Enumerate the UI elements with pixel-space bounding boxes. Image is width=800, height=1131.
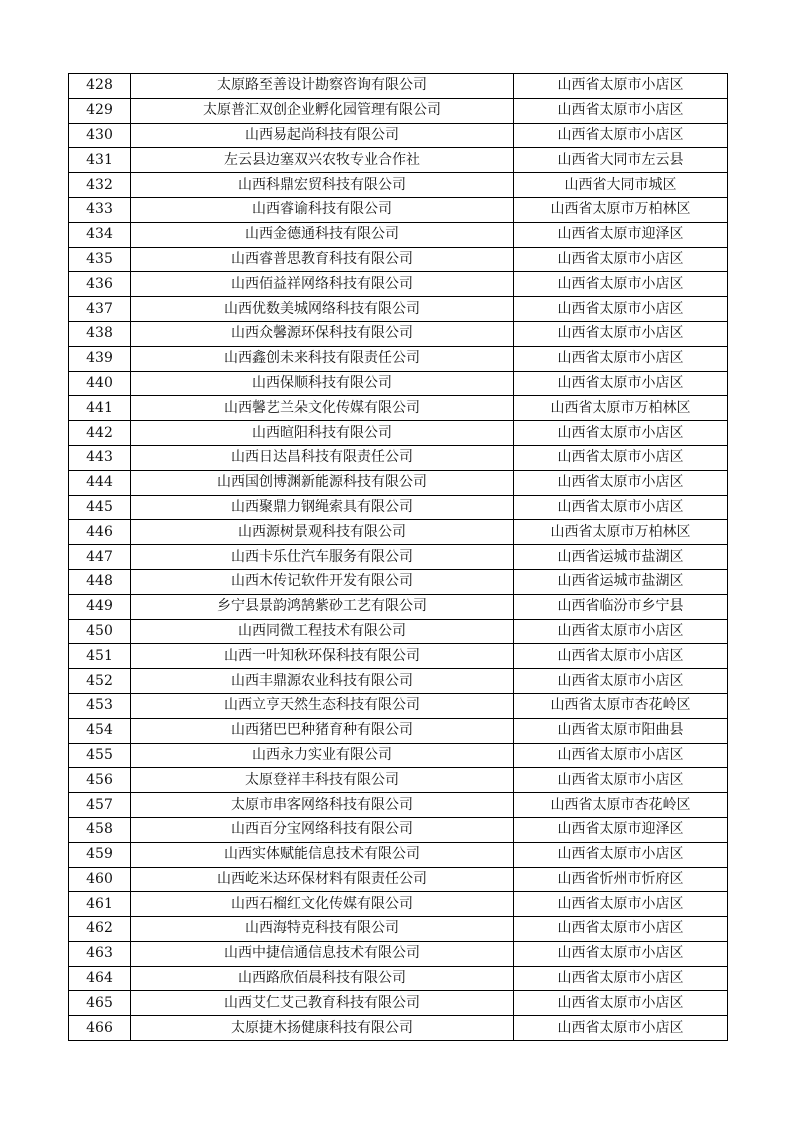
company-name-cell: 山西卡乐仕汽车服务有限公司 [131, 545, 514, 570]
region-cell: 山西省太原市万柏林区 [514, 197, 728, 222]
company-name-cell: 山西屹米达环保材料有限责任公司 [131, 867, 514, 892]
company-name-cell: 山西永力实业有限公司 [131, 743, 514, 768]
row-number-cell: 428 [69, 74, 131, 99]
row-number-cell: 453 [69, 693, 131, 718]
company-list-table [68, 73, 728, 1041]
table-row [69, 966, 728, 991]
company-name-cell: 山西鑫创未来科技有限责任公司 [131, 346, 514, 371]
table-row [69, 396, 728, 421]
region-cell: 山西省运城市盐湖区 [514, 545, 728, 570]
row-number-cell: 456 [69, 768, 131, 793]
region-cell: 山西省太原市小店区 [514, 74, 728, 99]
region-cell: 山西省太原市小店区 [514, 619, 728, 644]
table-row [69, 768, 728, 793]
company-name-cell: 太原捷木扬健康科技有限公司 [131, 1016, 514, 1041]
row-number-cell: 445 [69, 495, 131, 520]
company-name-cell: 左云县边塞双兴农牧专业合作社 [131, 148, 514, 173]
region-cell: 山西省太原市小店区 [514, 247, 728, 272]
row-number-cell: 452 [69, 669, 131, 694]
company-name-cell: 山西一叶知秋环保科技有限公司 [131, 644, 514, 669]
row-number-cell: 440 [69, 371, 131, 396]
table-row [69, 421, 728, 446]
row-number-cell: 441 [69, 396, 131, 421]
table-row [69, 817, 728, 842]
row-number-cell: 461 [69, 892, 131, 917]
row-number-cell: 462 [69, 917, 131, 942]
region-cell: 山西省太原市小店区 [514, 321, 728, 346]
region-cell: 山西省太原市杏花岭区 [514, 793, 728, 818]
region-cell: 山西省太原市小店区 [514, 98, 728, 123]
table-row [69, 445, 728, 470]
region-cell: 山西省太原市小店区 [514, 892, 728, 917]
table-row [69, 892, 728, 917]
table-row [69, 718, 728, 743]
region-cell: 山西省太原市小店区 [514, 297, 728, 322]
table-row [69, 98, 728, 123]
region-cell: 山西省太原市阳曲县 [514, 718, 728, 743]
table-row [69, 594, 728, 619]
table-row [69, 123, 728, 148]
table-row [69, 619, 728, 644]
table-row [69, 941, 728, 966]
table-body [69, 74, 728, 1041]
row-number-cell: 430 [69, 123, 131, 148]
company-name-cell: 太原路至善设计勘察咨询有限公司 [131, 74, 514, 99]
row-number-cell: 436 [69, 272, 131, 297]
company-name-cell: 山西众馨源环保科技有限公司 [131, 321, 514, 346]
row-number-cell: 437 [69, 297, 131, 322]
region-cell: 山西省太原市迎泽区 [514, 222, 728, 247]
table-row [69, 793, 728, 818]
row-number-cell: 442 [69, 421, 131, 446]
table-row [69, 569, 728, 594]
company-name-cell: 山西馨艺兰朵文化传媒有限公司 [131, 396, 514, 421]
table-row [69, 867, 728, 892]
row-number-cell: 451 [69, 644, 131, 669]
region-cell: 山西省临汾市乡宁县 [514, 594, 728, 619]
row-number-cell: 457 [69, 793, 131, 818]
company-name-cell: 山西佰益祥网络科技有限公司 [131, 272, 514, 297]
table-row [69, 495, 728, 520]
row-number-cell: 434 [69, 222, 131, 247]
row-number-cell: 463 [69, 941, 131, 966]
company-name-cell: 山西路欣佰晨科技有限公司 [131, 966, 514, 991]
table-row [69, 222, 728, 247]
region-cell: 山西省太原市小店区 [514, 470, 728, 495]
row-number-cell: 458 [69, 817, 131, 842]
row-number-cell: 455 [69, 743, 131, 768]
company-name-cell: 山西艾仁艾己教育科技有限公司 [131, 991, 514, 1016]
company-name-cell: 山西暄阳科技有限公司 [131, 421, 514, 446]
row-number-cell: 447 [69, 545, 131, 570]
region-cell: 山西省太原市小店区 [514, 495, 728, 520]
table-row [69, 247, 728, 272]
table-row [69, 669, 728, 694]
region-cell: 山西省太原市小店区 [514, 768, 728, 793]
table-row [69, 371, 728, 396]
table-row [69, 545, 728, 570]
row-number-cell: 431 [69, 148, 131, 173]
region-cell: 山西省大同市城区 [514, 173, 728, 198]
row-number-cell: 448 [69, 569, 131, 594]
table-row [69, 346, 728, 371]
region-cell: 山西省太原市杏花岭区 [514, 693, 728, 718]
table-row [69, 693, 728, 718]
row-number-cell: 433 [69, 197, 131, 222]
region-cell: 山西省太原市小店区 [514, 346, 728, 371]
region-cell: 山西省太原市迎泽区 [514, 817, 728, 842]
region-cell: 山西省太原市小店区 [514, 371, 728, 396]
region-cell: 山西省太原市小店区 [514, 917, 728, 942]
company-name-cell: 山西同微工程技术有限公司 [131, 619, 514, 644]
region-cell: 山西省太原市小店区 [514, 123, 728, 148]
company-name-cell: 山西海特克科技有限公司 [131, 917, 514, 942]
table-row [69, 1016, 728, 1041]
row-number-cell: 429 [69, 98, 131, 123]
region-cell: 山西省太原市小店区 [514, 421, 728, 446]
company-name-cell: 山西百分宝网络科技有限公司 [131, 817, 514, 842]
region-cell: 山西省太原市小店区 [514, 1016, 728, 1041]
region-cell: 山西省太原市小店区 [514, 743, 728, 768]
table-row [69, 470, 728, 495]
row-number-cell: 454 [69, 718, 131, 743]
region-cell: 山西省大同市左云县 [514, 148, 728, 173]
region-cell: 山西省太原市小店区 [514, 644, 728, 669]
table-row [69, 74, 728, 99]
row-number-cell: 435 [69, 247, 131, 272]
row-number-cell: 460 [69, 867, 131, 892]
table-row [69, 197, 728, 222]
company-name-cell: 山西保顺科技有限公司 [131, 371, 514, 396]
company-name-cell: 山西聚鼎力钢绳索具有限公司 [131, 495, 514, 520]
company-name-cell: 山西优数美城网络科技有限公司 [131, 297, 514, 322]
table-row [69, 148, 728, 173]
table-row [69, 991, 728, 1016]
row-number-cell: 449 [69, 594, 131, 619]
region-cell: 山西省太原市小店区 [514, 991, 728, 1016]
company-name-cell: 太原市串客网络科技有限公司 [131, 793, 514, 818]
row-number-cell: 464 [69, 966, 131, 991]
company-name-cell: 山西科鼎宏贸科技有限公司 [131, 173, 514, 198]
company-name-cell: 山西中捷信通信息技术有限公司 [131, 941, 514, 966]
region-cell: 山西省太原市小店区 [514, 941, 728, 966]
company-name-cell: 山西源树景观科技有限公司 [131, 520, 514, 545]
region-cell: 山西省运城市盐湖区 [514, 569, 728, 594]
company-name-cell: 山西立亨天然生态科技有限公司 [131, 693, 514, 718]
row-number-cell: 465 [69, 991, 131, 1016]
company-name-cell: 太原登祥丰科技有限公司 [131, 768, 514, 793]
company-name-cell: 山西易起尚科技有限公司 [131, 123, 514, 148]
region-cell: 山西省太原市小店区 [514, 272, 728, 297]
company-name-cell: 山西国创博渊新能源科技有限公司 [131, 470, 514, 495]
table-row [69, 917, 728, 942]
table-row [69, 644, 728, 669]
company-name-cell: 太原普汇双创企业孵化园管理有限公司 [131, 98, 514, 123]
row-number-cell: 444 [69, 470, 131, 495]
row-number-cell: 450 [69, 619, 131, 644]
table-row [69, 743, 728, 768]
table-row [69, 297, 728, 322]
row-number-cell: 439 [69, 346, 131, 371]
company-name-cell: 山西猪巴巴种猪育种有限公司 [131, 718, 514, 743]
region-cell: 山西省太原市小店区 [514, 445, 728, 470]
row-number-cell: 459 [69, 842, 131, 867]
table-row [69, 321, 728, 346]
region-cell: 山西省太原市万柏林区 [514, 396, 728, 421]
row-number-cell: 432 [69, 173, 131, 198]
company-name-cell: 山西日达昌科技有限责任公司 [131, 445, 514, 470]
company-name-cell: 山西丰鼎源农业科技有限公司 [131, 669, 514, 694]
table-row [69, 173, 728, 198]
company-name-cell: 山西木传记软件开发有限公司 [131, 569, 514, 594]
company-name-cell: 山西实体赋能信息技术有限公司 [131, 842, 514, 867]
company-name-cell: 乡宁县景韵鸿鹄紫砂工艺有限公司 [131, 594, 514, 619]
region-cell: 山西省太原市小店区 [514, 669, 728, 694]
row-number-cell: 443 [69, 445, 131, 470]
row-number-cell: 466 [69, 1016, 131, 1041]
table-row [69, 842, 728, 867]
region-cell: 山西省太原市小店区 [514, 842, 728, 867]
table-row [69, 520, 728, 545]
company-name-cell: 山西睿普思教育科技有限公司 [131, 247, 514, 272]
company-name-cell: 山西金德通科技有限公司 [131, 222, 514, 247]
region-cell: 山西省太原市小店区 [514, 966, 728, 991]
row-number-cell: 446 [69, 520, 131, 545]
region-cell: 山西省忻州市忻府区 [514, 867, 728, 892]
row-number-cell: 438 [69, 321, 131, 346]
table-row [69, 272, 728, 297]
company-name-cell: 山西睿谕科技有限公司 [131, 197, 514, 222]
company-name-cell: 山西石榴红文化传媒有限公司 [131, 892, 514, 917]
region-cell: 山西省太原市万柏林区 [514, 520, 728, 545]
